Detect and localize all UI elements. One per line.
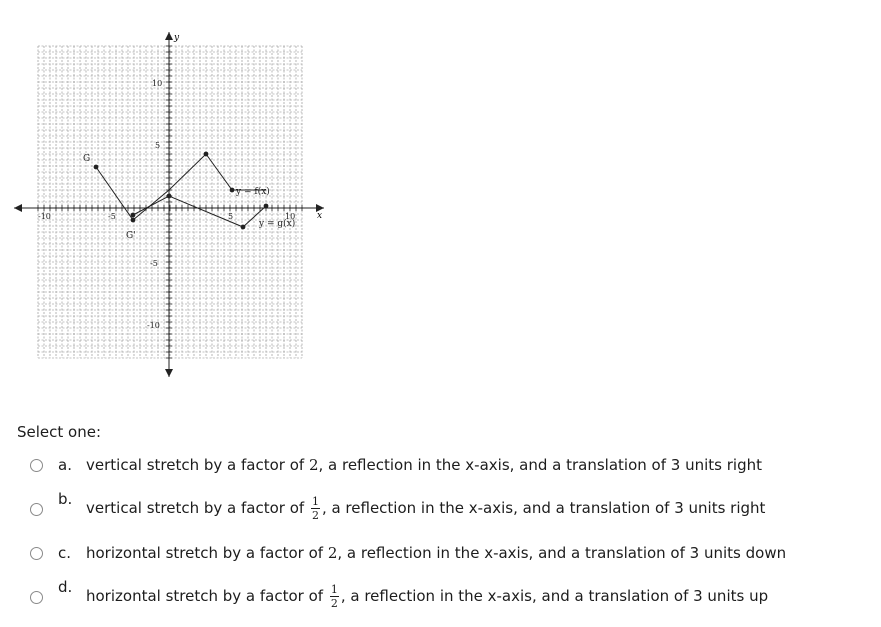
select-one-prompt: Select one:	[17, 423, 102, 441]
tick-label-x-neg5: -5	[108, 212, 116, 221]
tick-label-x-10: 10	[285, 212, 296, 221]
option-b-letter: b.	[58, 490, 73, 508]
option-c-letter: c.	[58, 544, 72, 562]
tick-label-y-10: 10	[152, 79, 163, 88]
y-axis	[165, 32, 173, 377]
option-b-radio[interactable]	[30, 503, 43, 516]
g-point	[241, 225, 246, 230]
tick-label-x-5: 5	[228, 212, 234, 221]
option-b-text: vertical stretch by a factor of $\frac{1}{2}$ , a reflection in the x-axis, and a translation of 3 units right	[86, 495, 766, 522]
g-curve-label: y = g(x)	[259, 219, 296, 229]
option-b-fraction: $\frac{1}{2}$	[311, 495, 319, 522]
option-a-letter: a.	[58, 456, 72, 474]
tick-label-y-neg10: -10	[147, 321, 160, 330]
g-point	[167, 194, 172, 199]
f-point	[204, 152, 209, 157]
option-d-text: horizontal stretch by a factor of $\frac{1}{2}$ , a reflection in the x-axis, and a translation of 3 units up	[86, 583, 769, 610]
f-point-G	[94, 165, 99, 170]
g-curve	[133, 196, 266, 227]
x-axis-label: x	[317, 211, 323, 221]
g-point	[264, 204, 269, 209]
point-G-prime-label: G'	[126, 231, 136, 241]
f-curve-label: y = f(x)	[236, 187, 270, 197]
option-c-text: horizontal stretch by a factor of 2, a reflection in the x-axis, and a translation of 3 units down	[86, 544, 787, 562]
tick-label-y-neg5: -5	[150, 259, 158, 268]
g-point-G-prime	[131, 213, 136, 218]
function-graph	[0, 0, 340, 390]
f-point	[131, 218, 136, 223]
option-c-radio[interactable]	[30, 547, 43, 560]
tick-label-y-5: 5	[155, 141, 161, 150]
option-a-text: vertical stretch by a factor of 2, a reflection in the x-axis, and a translation of 3 units right	[86, 456, 762, 474]
option-a-radio[interactable]	[30, 459, 43, 472]
y-axis-label: y	[174, 33, 180, 43]
option-d-letter: d.	[58, 578, 73, 596]
option-d-radio[interactable]	[30, 591, 43, 604]
option-d-fraction: $\frac{1}{2}$	[330, 583, 338, 610]
f-point	[230, 188, 235, 193]
tick-label-x-neg10: -10	[38, 212, 51, 221]
point-G-label: G	[83, 154, 91, 164]
